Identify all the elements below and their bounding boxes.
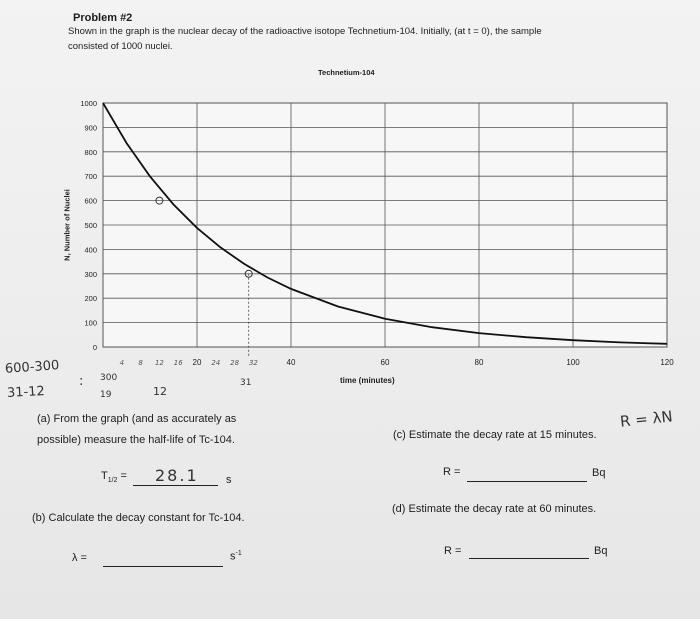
y-tick-label: 400 — [84, 245, 97, 255]
handwritten-axis-mark: 8 — [138, 359, 143, 367]
rate-d-unit: Bq — [594, 545, 608, 557]
x-axis-label: time (minutes) — [340, 376, 395, 385]
handwritten-axis-mark: 16 — [173, 359, 183, 367]
question-b: (b) Calculate the decay constant for Tc-104. — [32, 512, 245, 524]
x-tick-label: 60 — [380, 358, 390, 367]
handwritten-under-12: 12 — [153, 385, 167, 398]
rate-c-unit: Bq — [592, 467, 606, 479]
rate-d-label: R = — [444, 545, 462, 557]
y-tick-label: 0 — [92, 343, 97, 352]
lambda-label: λ = — [72, 552, 87, 564]
rate-c-label: R = — [443, 466, 461, 478]
y-tick-label: 600 — [84, 196, 97, 206]
handwritten-calc-top: 600-300 — [4, 358, 60, 377]
y-tick-label: 100 — [84, 318, 97, 328]
handwritten-rate-formula: R = λN — [619, 407, 674, 431]
chart-title: Technetium-104 — [318, 68, 375, 77]
handwritten-axis-mark: 4 — [119, 359, 125, 367]
x-tick-label: 20 — [192, 358, 202, 367]
x-tick-label: 100 — [566, 358, 580, 367]
half-life-answer-row — [101, 470, 127, 484]
y-tick-label: 800 — [84, 147, 97, 157]
lambda-unit-sup: -1 — [235, 550, 242, 557]
handwritten-frac-den: 19 — [100, 390, 112, 400]
y-tick-label: 300 — [84, 269, 97, 279]
question-c: (c) Estimate the decay rate at 15 minutes. — [393, 429, 597, 441]
half-life-eq: = — [117, 470, 127, 482]
lambda-blank[interactable] — [103, 565, 223, 567]
handwritten-axis-mark: 24 — [211, 359, 221, 367]
handwritten-axis-mark: 12 — [154, 359, 164, 367]
y-tick-label: 900 — [84, 123, 97, 133]
lambda-unit-base: s — [230, 550, 236, 563]
half-life-sub: 1/2 — [107, 477, 118, 485]
y-tick-label: 500 — [84, 221, 97, 230]
rate-c-blank[interactable] — [467, 480, 587, 482]
handwritten-frac-num: 300 — [100, 373, 118, 383]
question-a-line2: possible) measure the half-life of Tc-104. — [37, 434, 235, 446]
half-life-label: T — [101, 470, 108, 482]
rate-d-blank[interactable] — [469, 557, 589, 559]
handwritten-calc-bottom: 31-12 — [6, 384, 46, 401]
x-tick-label: 120 — [660, 358, 674, 367]
question-a-line1: (a) From the graph (and as accurately as — [37, 413, 237, 425]
y-tick-label: 200 — [84, 294, 97, 304]
question-d: (d) Estimate the decay rate at 60 minutes. — [392, 503, 597, 515]
handwritten-axis-mark: 28 — [230, 359, 240, 367]
y-tick-label: 1000 — [80, 99, 97, 108]
handwritten-equals: : — [79, 374, 84, 389]
problem-text-line2: consisted of 1000 nuclei. — [68, 41, 173, 52]
x-tick-label: 40 — [286, 358, 296, 367]
problem-text-line1: Shown in the graph is the nuclear decay of the radioactive isotope Technetium-104. Initially, (at t = 0), the sample — [68, 26, 542, 37]
handwritten-axis-mark: 32 — [248, 359, 258, 367]
problem-title: Problem #2 — [73, 12, 133, 24]
y-tick-label: 700 — [84, 172, 97, 182]
half-life-unit: s — [226, 474, 232, 486]
lambda-unit — [230, 550, 242, 563]
x-tick-label: 80 — [474, 358, 484, 367]
y-axis-label: N, Number of Nuclei — [62, 189, 72, 261]
half-life-answer: 28.1 — [155, 466, 199, 485]
handwritten-under-31: 31 — [240, 378, 252, 388]
